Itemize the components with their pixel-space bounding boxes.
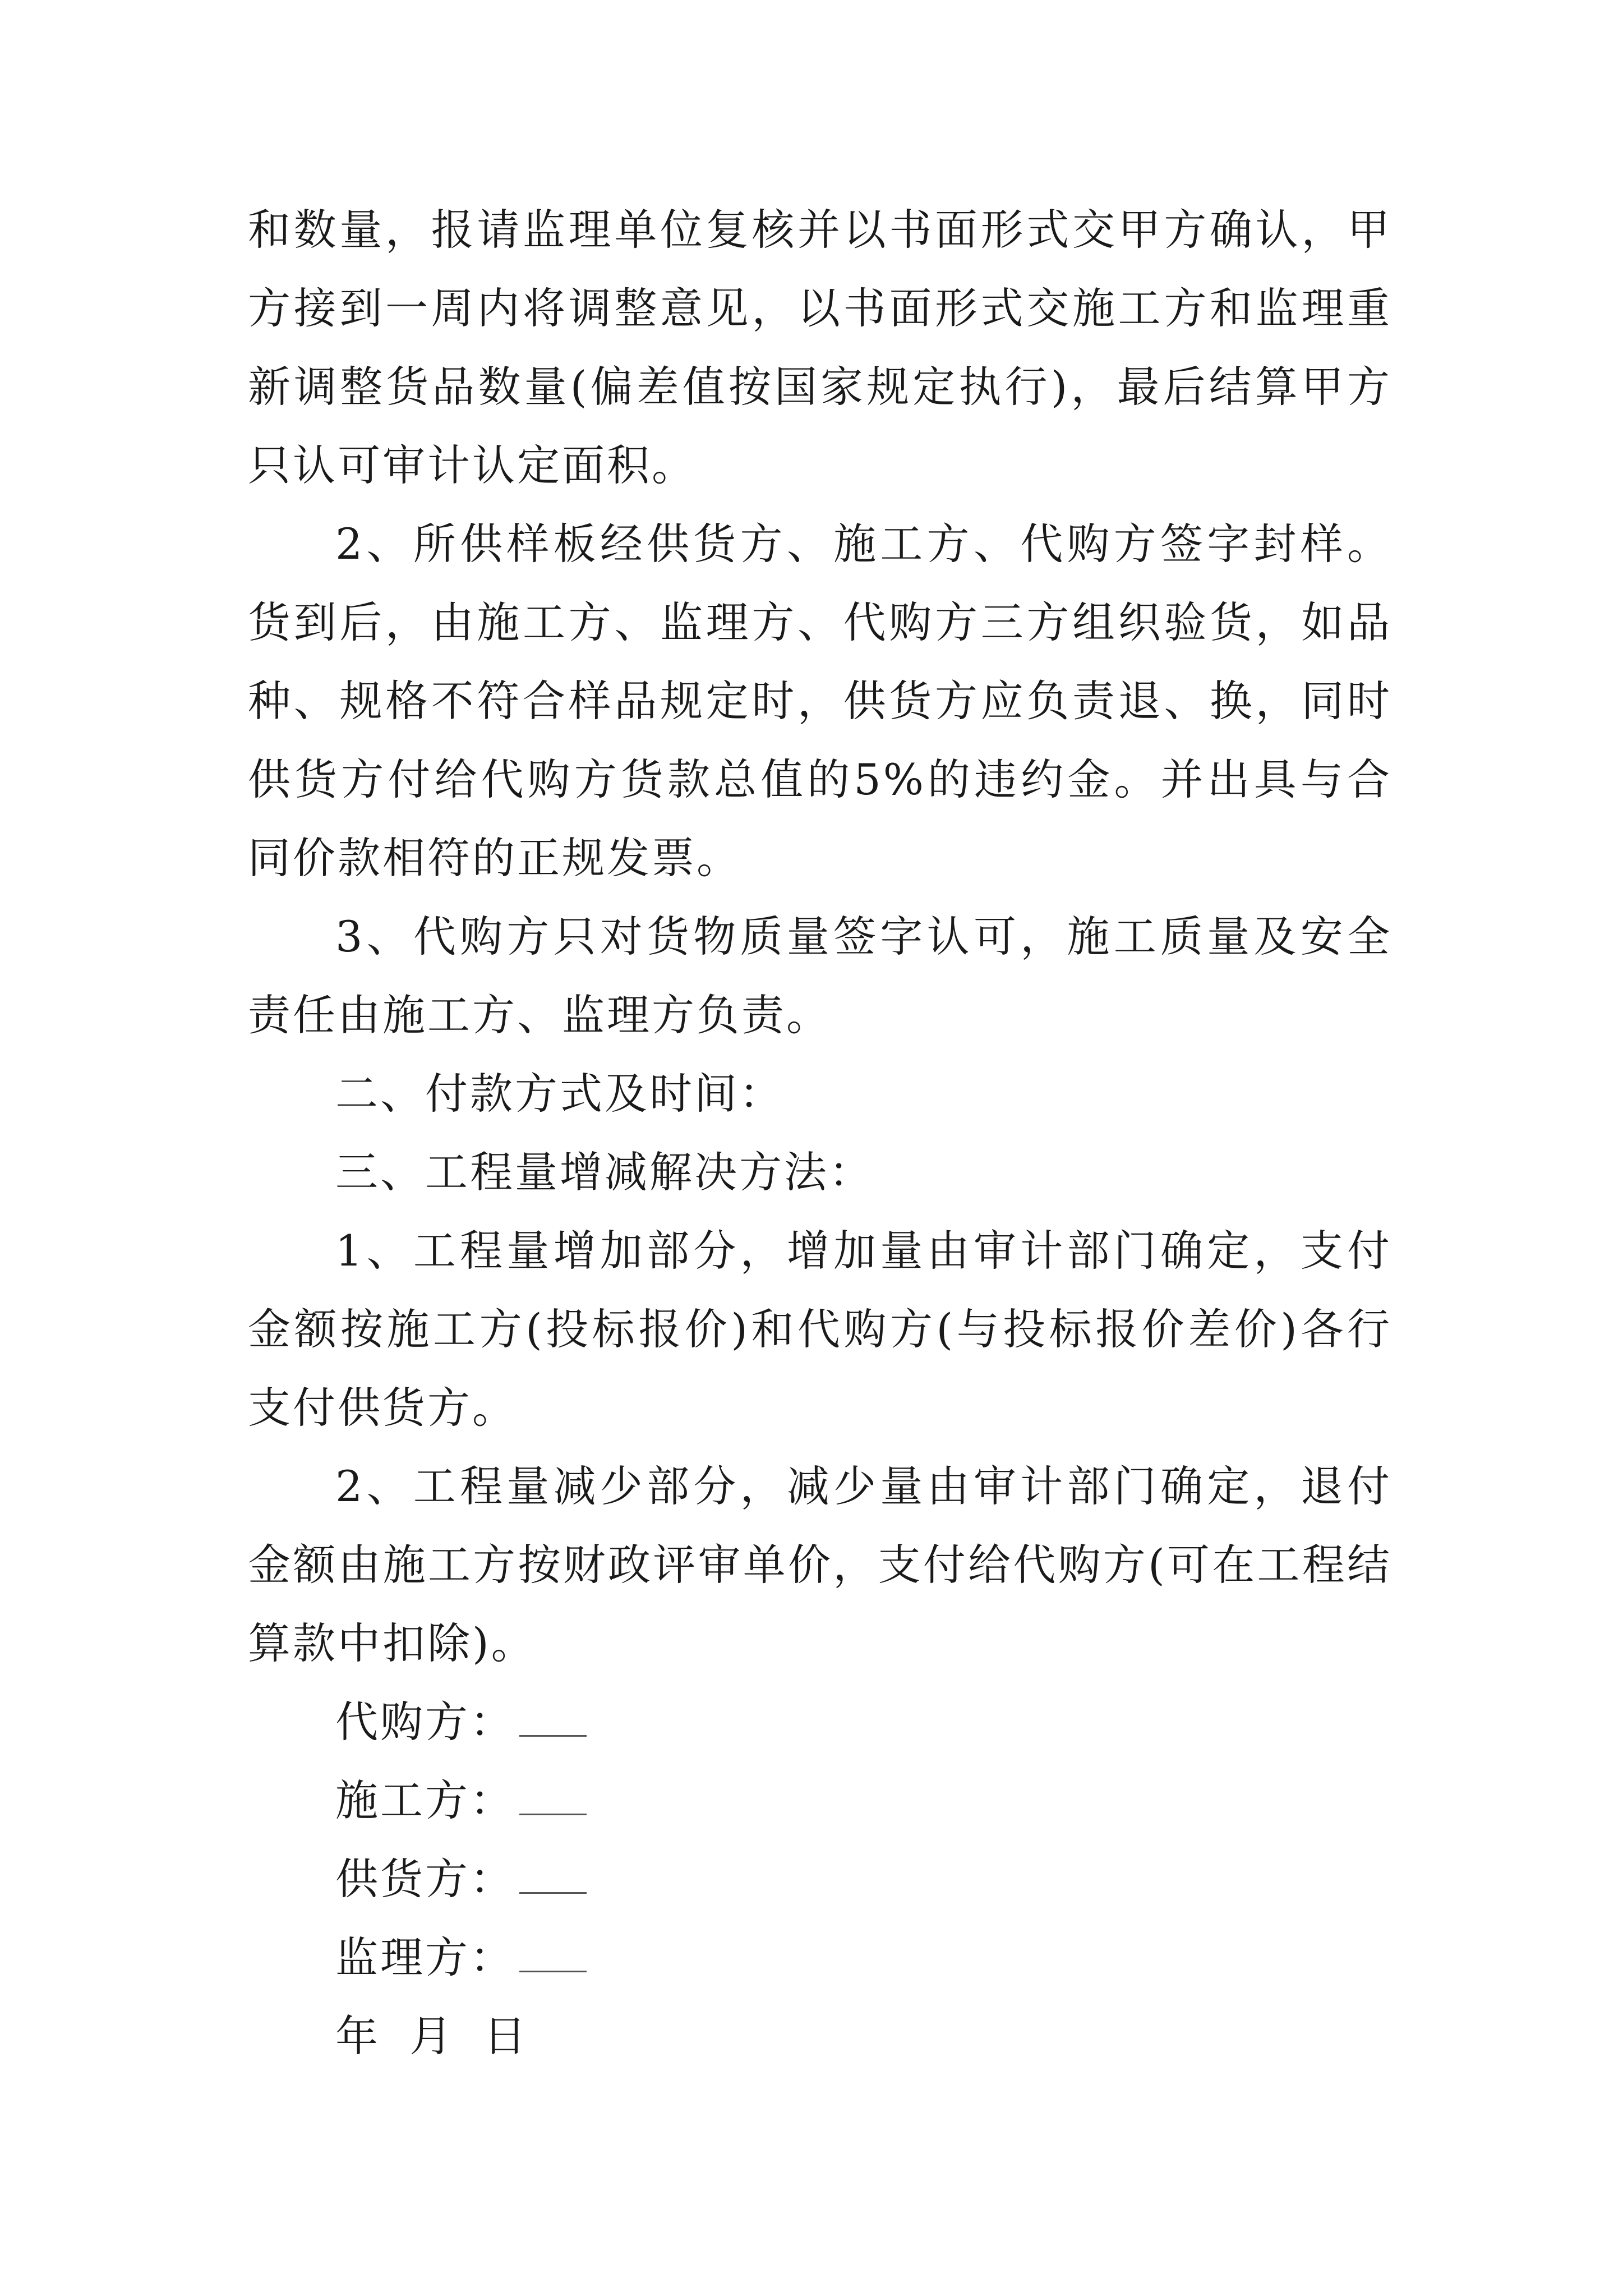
date-day: 日: [483, 2011, 528, 2061]
signature-label: 施工方：: [335, 1775, 515, 1825]
date-month: 月: [409, 2011, 454, 2061]
date-line: [248, 1997, 1392, 2076]
signature-label: 监理方：: [335, 1932, 515, 1982]
heading-payment-method: 二、付款方式及时间：: [335, 1069, 784, 1119]
signature-line-supplier: [248, 1840, 1392, 1918]
signature-blank[interactable]: [519, 1937, 587, 1972]
signature-line-supervisor: [248, 1918, 1392, 1997]
heading-quantity-changes: 三、工程量增减解决方法：: [335, 1147, 874, 1197]
signature-blank[interactable]: [519, 1858, 587, 1894]
paragraph-quantity-adjustment: 和数量，报请监理单位复核并以书面形式交甲方确认，甲方接到一周内将调整意见，以书面形式交施工方和监理重新调整货品数量(偏差值按国家规定执行)，最后结算甲方只认可审计认定面积。: [248, 205, 1392, 490]
signature-line-purchaser: [248, 1683, 1392, 1761]
paragraph-sample-inspection: 2、所供样板经供货方、施工方、代购方签字封样。货到后，由施工方、监理方、代购方三方组织验货，如品种、规格不符合样品规定时，供货方应负责退、换，同时供货方付给代购方货款总值的5%的违约金。并出具与合同价款相符的正规发票。: [248, 519, 1392, 883]
paragraph-quantity-decrease: 2、工程量减少部分，减少量由审计部门确定，退付金额由施工方按财政评审单价，支付给代购方(可在工程结算款中扣除)。: [248, 1461, 1392, 1668]
signature-blank[interactable]: [519, 1701, 587, 1737]
signature-label: 供货方：: [335, 1854, 515, 1904]
signature-blank[interactable]: [519, 1780, 587, 1815]
paragraph-quantity-increase: 1、工程量增加部分，增加量由审计部门确定，支付金额按施工方(投标报价)和代购方(与投标报价差价)各行支付供货方。: [248, 1226, 1392, 1433]
signature-line-contractor: [248, 1761, 1392, 1840]
paragraph-quality-responsibility: 3、代购方只对货物质量签字认可，施工质量及安全责任由施工方、监理方负责。: [248, 912, 1392, 1040]
date-year: 年: [335, 2011, 380, 2061]
signature-label: 代购方：: [335, 1697, 515, 1747]
document-body: [248, 191, 1392, 2076]
